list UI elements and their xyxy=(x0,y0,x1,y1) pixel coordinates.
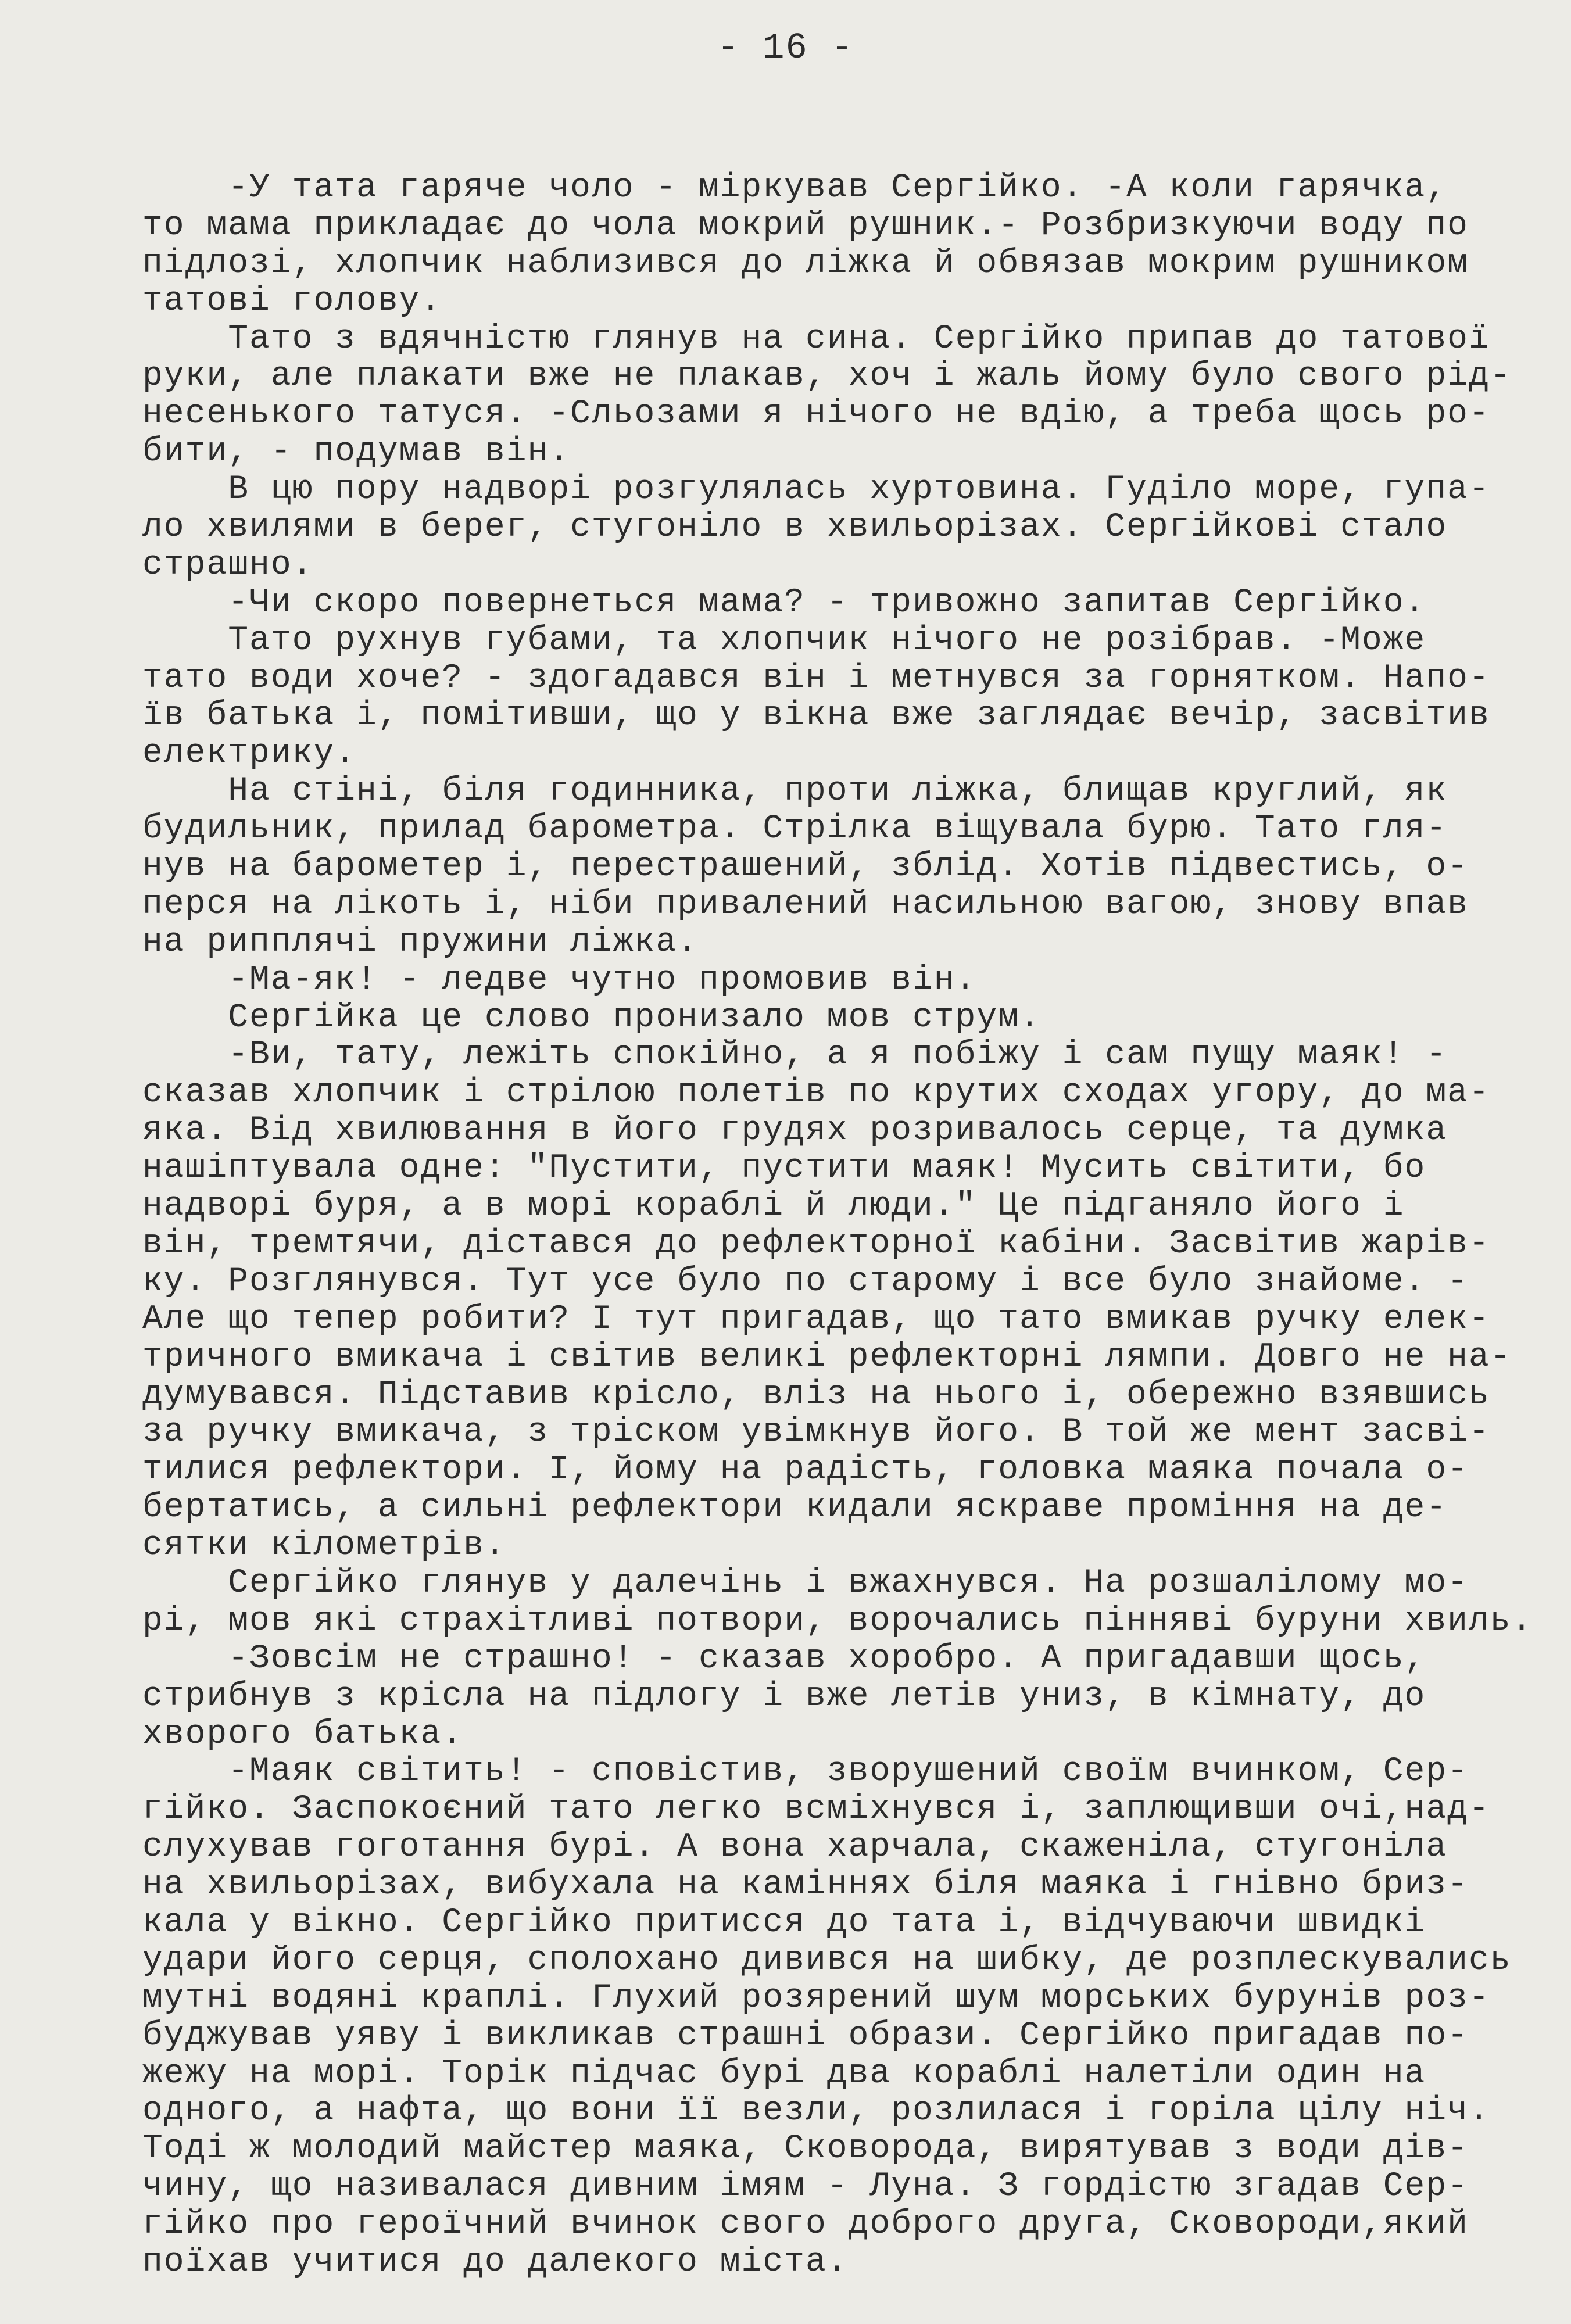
text-line: тато води хоче? - здогадався він і метнувся за горнятком. Напо- xyxy=(142,659,1490,697)
text-line: підлозі, хлопчик наблизився до ліжка й обвязав мокрим рушником xyxy=(142,244,1469,282)
text-line: рі, мов які страхітливі потвори, ворочались пінняві буруни хвиль. xyxy=(142,1602,1533,1640)
text-line: жежу на морі. Торік підчас бурі два кораблі налетіли один на xyxy=(142,2054,1426,2093)
text-line: хворого батька. xyxy=(142,1715,464,1753)
text-line: електрику. xyxy=(142,735,357,773)
text-line: -Зовсім не страшно! - сказав хоробро. А пригадавши щось, xyxy=(142,1639,1426,1678)
text-line: чину, що називалася дивним імям - Луна. З гордістю згадав Сер- xyxy=(142,2168,1469,2206)
text-line: будильник, прилад барометра. Стрілка віщувала бурю. Тато гля- xyxy=(142,810,1448,848)
text-line: удари його серця, сполохано дивився на шибку, де розплескувались xyxy=(142,1941,1512,1979)
text-line: -Ма-як! - ледве чутно промовив він. xyxy=(142,961,977,999)
text-line: Тато з вдячністю глянув на сина. Сергійко припав до татової xyxy=(142,320,1490,358)
text-line: татові голову. xyxy=(142,282,442,320)
text-line: -Маяк світить! - сповістив, зворушений своїм вчинком, Сер- xyxy=(142,1753,1469,1791)
text-line: мутні водяні краплі. Глухий розярений шум морських бурунів роз- xyxy=(142,1979,1490,2017)
text-line: ло хвилями в берег, стугоніло в хвильорізах. Сергійкові стало xyxy=(142,509,1448,547)
text-line: Тоді ж молодий майстер маяка, Сковорода, вирятував з води дів- xyxy=(142,2130,1469,2168)
text-line: за ручку вмикача, з тріском увімкнув його. В той же мент засві- xyxy=(142,1413,1490,1452)
text-line: нув на барометер і, перестрашений, зблід. Хотів підвестись, о- xyxy=(142,848,1469,886)
text-line: стрибнув з крісла на підлогу і вже летів униз, в кімнату, до xyxy=(142,1677,1426,1716)
text-line: перся на лікоть і, ніби привалений насильною вагою, знову впав xyxy=(142,885,1469,923)
story-text xyxy=(142,169,1533,2282)
text-line: тричного вмикача і світив великі рефлекторні лямпи. Довго не на- xyxy=(142,1338,1512,1376)
text-line: несенького татуся. -Сльозами я нічого не вдію, а треба щось ро- xyxy=(142,395,1490,434)
text-line: гійко. Заспокоєний тато легко всміхнувся і, заплющивши очі,над- xyxy=(142,1791,1490,1829)
text-line: одного, а нафта, що вони її везли, розлилася і горіла цілу ніч. xyxy=(142,2092,1490,2130)
text-line: він, тремтячи, дістався до рефлекторної кабіни. Засвітив жарів- xyxy=(142,1224,1490,1263)
text-line: на рипплячі пружини ліжка. xyxy=(142,923,699,961)
text-line: руки, але плакати вже не плакав, хоч і жаль йому було свого рід- xyxy=(142,357,1512,396)
text-line: буджував уяву і викликав страшні образи. Сергійко пригадав по- xyxy=(142,2017,1469,2055)
text-line: сказав хлопчик і стрілою полетів по крутих сходах угору, до ма- xyxy=(142,1074,1490,1112)
text-line: нашіптувала одне: "Пустити, пустити маяк! Мусить світити, бо xyxy=(142,1150,1426,1188)
text-line: слухував гоготання бурі. А вона харчала, скаженіла, стугоніла xyxy=(142,1828,1448,1867)
text-line: бити, - подумав він. xyxy=(142,433,571,471)
text-line: Сергійка це слово пронизало мов струм. xyxy=(142,998,1041,1037)
page-number: - 16 - xyxy=(717,27,854,69)
text-line: В цю пору надворі розгулялась хуртовина. Гуділо море, гупа- xyxy=(142,471,1490,509)
text-line: Але що тепер робити? І тут пригадав, що тато вмикав ручку елек- xyxy=(142,1300,1490,1338)
text-line: гійко про героїчний вчинок свого доброго друга, Сковороди,який xyxy=(142,2205,1469,2244)
text-line: ку. Розглянувся. Тут усе було по старому і все було знайоме. - xyxy=(142,1262,1469,1301)
text-line: яка. Від хвилювання в його грудях розривалось серце, та думка xyxy=(142,1112,1448,1150)
text-line: думувався. Підставив крісло, вліз на нього і, обережно взявшись xyxy=(142,1376,1490,1414)
text-line: поїхав учитися до далекого міста. xyxy=(142,2243,849,2281)
text-line: то мама прикладає до чола мокрий рушник.- Розбризкуючи воду по xyxy=(142,206,1469,245)
text-line: -Ви, тату, лежіть спокійно, а я побіжу і сам пущу маяк! - xyxy=(142,1036,1448,1075)
text-line: надворі буря, а в морі кораблі й люди." Це підганяло його і xyxy=(142,1187,1405,1226)
text-line: кала у вікно. Сергійко притисся до тата і, відчуваючи швидкі xyxy=(142,1903,1426,1942)
text-line: -Чи скоро повернеться мама? - тривожно запитав Сергійко. xyxy=(142,583,1426,622)
text-line: їв батька і, помітивши, що у вікна вже заглядає вечір, засвітив xyxy=(142,697,1490,735)
text-line: на хвильорізах, вибухала на каміннях біля маяка і гнівно бриз- xyxy=(142,1866,1469,1904)
text-line: сятки кілометрів. xyxy=(142,1527,506,1565)
text-line: бертатись, а сильні рефлектори кидали яскраве проміння на де- xyxy=(142,1489,1448,1527)
text-line: тилися рефлектори. І, йому на радість, головка маяка почала о- xyxy=(142,1451,1469,1489)
text-line: -У тата гаряче чоло - міркував Сергійко. -А коли гарячка, xyxy=(142,169,1448,207)
text-line: Тато рухнув губами, та хлопчик нічого не розібрав. -Може xyxy=(142,621,1426,660)
text-line: Сергійко глянув у далечінь і вжахнувся. На розшалілому мо- xyxy=(142,1564,1469,1602)
text-line: На стіні, біля годинника, проти ліжка, блищав круглий, як xyxy=(142,772,1448,811)
text-line: страшно. xyxy=(142,546,314,584)
